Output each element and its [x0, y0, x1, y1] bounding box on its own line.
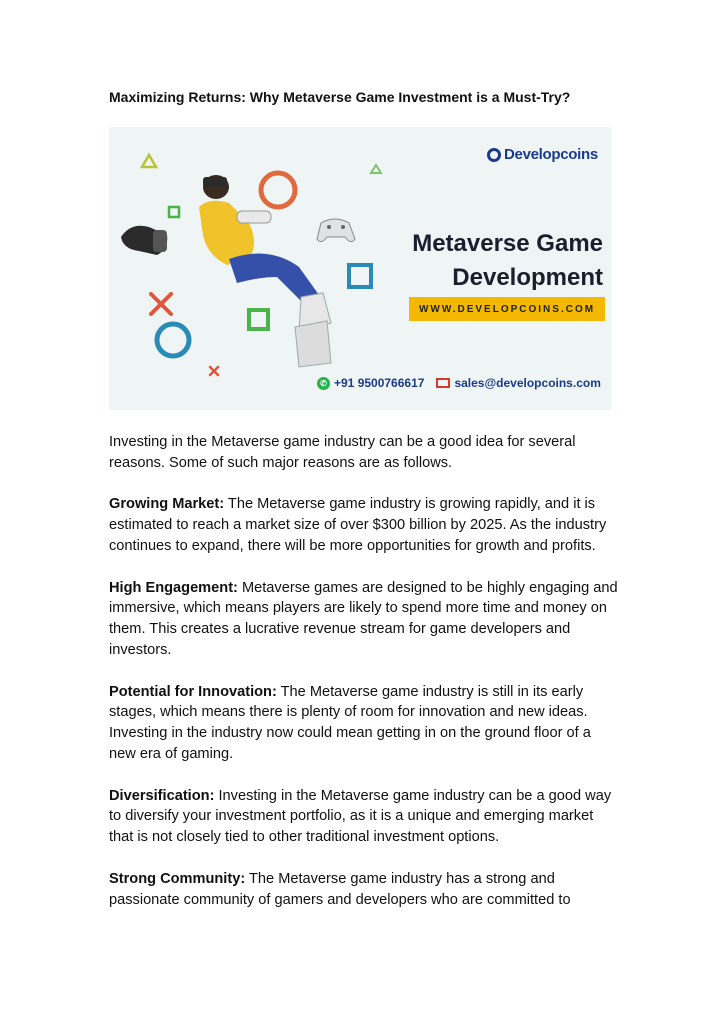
intro-paragraph: Investing in the Metaverse game industry can be a good idea for several reasons. Some of such major reasons are as follows. — [109, 434, 576, 471]
section-heading: Strong Community: — [109, 870, 246, 887]
section-text: The Metaverse game industry has a strong and passionate community of gamers and developers who are committed to — [109, 870, 571, 908]
whatsapp-phone-icon: ✆ — [317, 377, 330, 390]
brand-name: Developcoins — [504, 146, 598, 163]
section-text: The Metaverse game industry is growing rapidly, and it is estimated to reach a market size of over $300 billion by 2025. As the industry continues to expand, there will be more opportunities for growth and profits. — [109, 496, 607, 554]
section-heading: High Engagement: — [109, 579, 238, 596]
section-text: Investing in the Metaverse game industry can be a good way to diversify your investment portfolio, as it is a unique and emerging market that is not closely tied to other traditional investment options. — [109, 787, 612, 846]
website-url-badge: WWW.DEVELOPCOINS.COM — [409, 297, 605, 321]
section-heading: Potential for Innovation: — [109, 683, 277, 700]
phone-number: +91 9500766617 — [334, 376, 425, 390]
circle-shape-icon — [261, 173, 295, 207]
cross-shape-icon — [210, 367, 218, 375]
vr-headset-icon — [121, 226, 167, 255]
square-shape-icon — [249, 310, 268, 329]
article-body — [109, 432, 621, 931]
section-heading: Diversification: — [109, 787, 215, 804]
section-paragraph — [109, 682, 621, 765]
banner-heading-line2: Development — [452, 264, 603, 291]
section-text: The Metaverse game industry is still in its early stages, which means there is plenty of room for innovation and new ideas. Investing in the industry now could mean getting in on the ground floor of a new era of gaming. — [109, 683, 591, 762]
banner-image — [109, 127, 611, 410]
section-text: Metaverse games are designed to be highly engaging and immersive, which means players are likely to spend more time and money on them. This creates a lucrative revenue stream for game developers and investors. — [109, 579, 618, 658]
section-paragraph — [109, 494, 621, 556]
contact-info — [317, 376, 601, 390]
game-controller-icon — [317, 219, 355, 242]
square-shape-icon — [169, 207, 179, 217]
circle-shape-icon — [157, 324, 189, 356]
section-paragraph — [109, 869, 621, 911]
banner-heading-line1: Metaverse Game — [412, 230, 603, 257]
triangle-shape-icon — [371, 165, 381, 173]
mail-icon — [436, 378, 450, 388]
email-address: sales@developcoins.com — [454, 376, 601, 390]
triangle-shape-icon — [142, 155, 156, 167]
section-paragraph — [109, 786, 621, 848]
document-title: Maximizing Returns: Why Metaverse Game Investment is a Must-Try? — [109, 89, 571, 105]
cross-shape-icon — [151, 294, 171, 314]
square-shape-icon — [349, 265, 371, 287]
brand-logo-icon — [487, 148, 501, 162]
section-paragraph — [109, 578, 621, 661]
section-heading: Growing Market: — [109, 496, 225, 513]
brand-logo — [487, 146, 598, 163]
banner-heading — [412, 227, 603, 295]
